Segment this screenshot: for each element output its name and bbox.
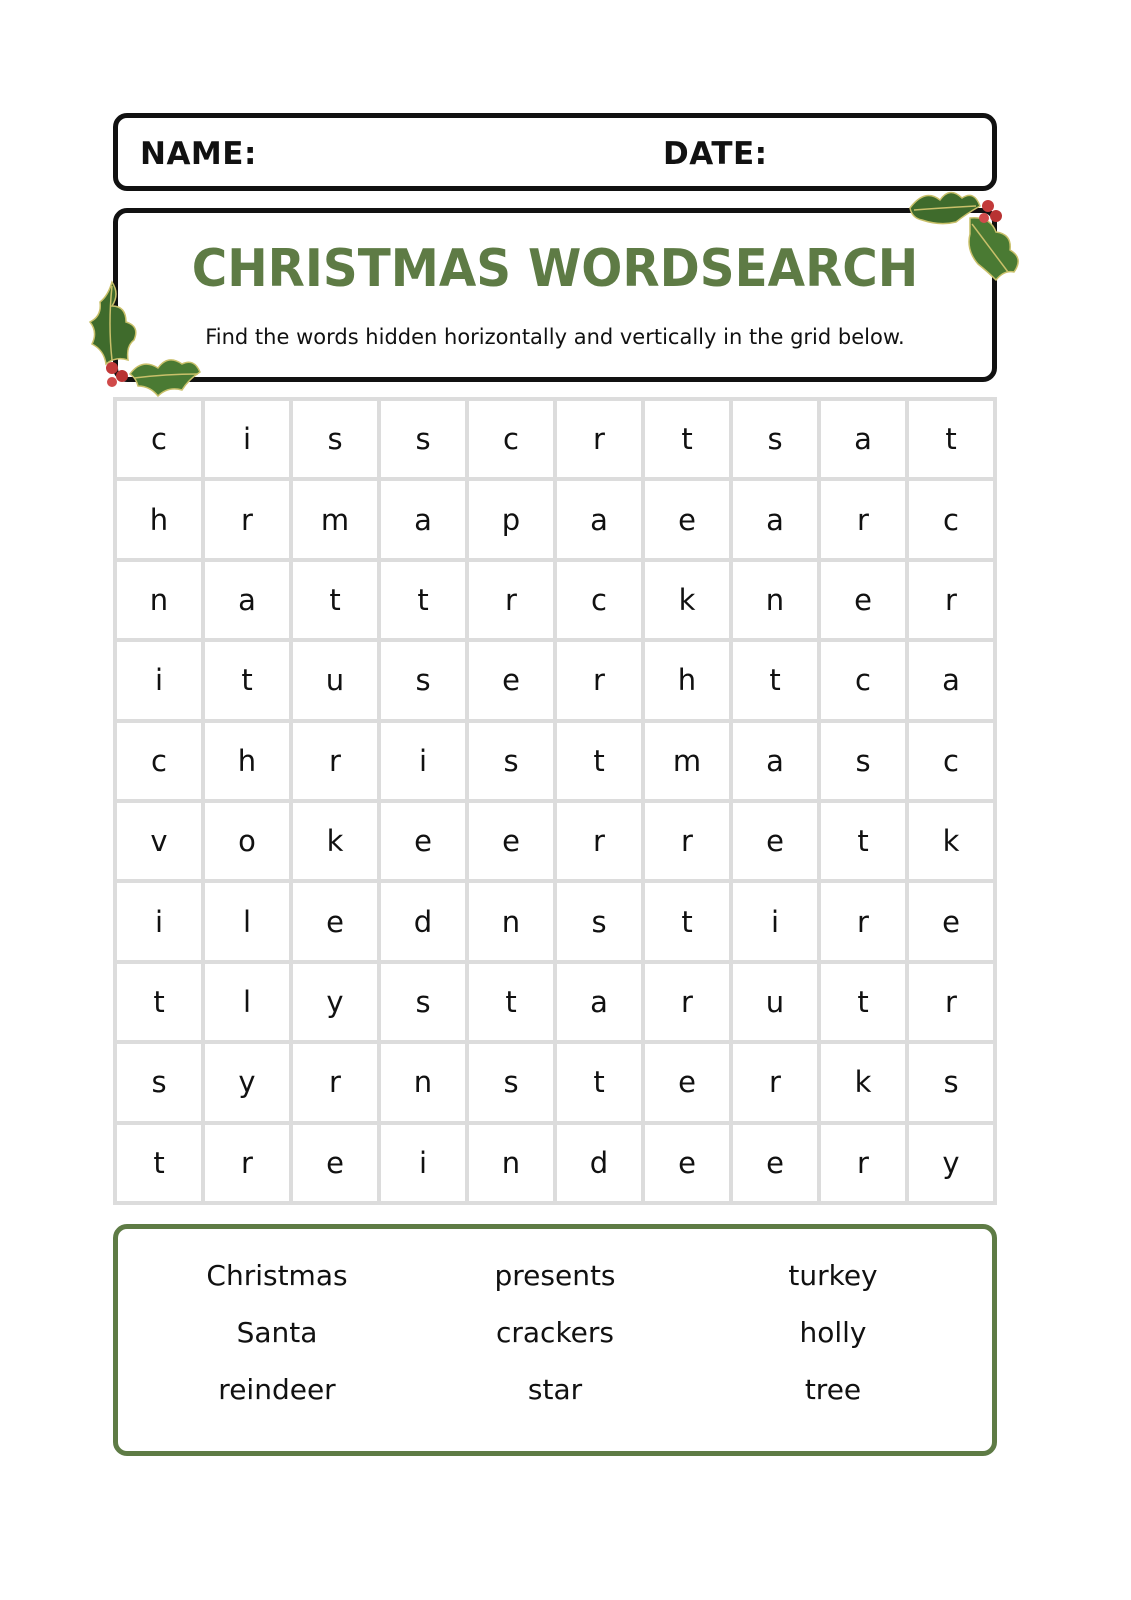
grid-cell: i <box>733 883 817 959</box>
grid-cell: e <box>733 1125 817 1201</box>
title-box <box>113 208 997 382</box>
grid-cell: s <box>469 723 553 799</box>
grid-cell: t <box>821 964 905 1040</box>
grid-cell: s <box>909 1044 993 1120</box>
grid-cell: k <box>645 562 729 638</box>
grid-cell: k <box>909 803 993 879</box>
grid-cell: s <box>381 964 465 1040</box>
grid-cell: t <box>381 562 465 638</box>
word-list-item: crackers <box>495 1316 614 1349</box>
grid-cell: a <box>557 964 641 1040</box>
grid-cell: c <box>117 723 201 799</box>
grid-cell: h <box>645 642 729 718</box>
grid-cell: k <box>293 803 377 879</box>
grid-cell: a <box>557 481 641 557</box>
grid-cell: t <box>205 642 289 718</box>
grid-cell: s <box>821 723 905 799</box>
grid-cell: s <box>381 642 465 718</box>
grid-cell: n <box>117 562 201 638</box>
word-list-item: reindeer <box>218 1373 336 1406</box>
grid-cell: e <box>293 883 377 959</box>
grid-cell: r <box>645 803 729 879</box>
word-list-item: presents <box>494 1259 616 1292</box>
grid-cell: l <box>205 964 289 1040</box>
grid-cell: y <box>293 964 377 1040</box>
grid-cell: t <box>117 964 201 1040</box>
grid-cell: s <box>733 401 817 477</box>
grid-cell: e <box>381 803 465 879</box>
grid-cell: a <box>205 562 289 638</box>
grid-cell: t <box>469 964 553 1040</box>
grid-cell: r <box>909 964 993 1040</box>
grid-cell: e <box>821 562 905 638</box>
grid-cell: u <box>293 642 377 718</box>
grid-cell: n <box>733 562 817 638</box>
grid-cell: c <box>821 642 905 718</box>
word-list-item: Christmas <box>206 1259 348 1292</box>
grid-cell: m <box>645 723 729 799</box>
grid-cell: d <box>557 1125 641 1201</box>
grid-cell: h <box>205 723 289 799</box>
grid-cell: r <box>293 1044 377 1120</box>
word-list-item: star <box>527 1373 583 1406</box>
word-list-item: holly <box>799 1316 867 1349</box>
name-label: NAME: <box>140 136 257 172</box>
grid-cell: p <box>469 481 553 557</box>
grid-cell: i <box>205 401 289 477</box>
grid-cell: m <box>293 481 377 557</box>
grid-cell: r <box>469 562 553 638</box>
grid-cell: l <box>205 883 289 959</box>
grid-cell: r <box>821 481 905 557</box>
name-date-bar <box>113 113 997 191</box>
grid-cell: u <box>733 964 817 1040</box>
page-title: CHRISTMAS WORDSEARCH <box>191 239 919 299</box>
grid-cell: t <box>557 1044 641 1120</box>
grid-cell: a <box>909 642 993 718</box>
grid-cell: d <box>381 883 465 959</box>
grid-cell: n <box>469 883 553 959</box>
grid-cell: r <box>821 1125 905 1201</box>
grid-cell: r <box>645 964 729 1040</box>
grid-cell: a <box>381 481 465 557</box>
grid-cell: t <box>909 401 993 477</box>
grid-cell: r <box>557 401 641 477</box>
grid-cell: s <box>557 883 641 959</box>
grid-cell: n <box>381 1044 465 1120</box>
grid-cell: i <box>117 883 201 959</box>
grid-cell: e <box>469 803 553 879</box>
date-label: DATE: <box>663 136 768 172</box>
instructions-text: Find the words hidden horizontally and vertically in the grid below. <box>205 325 905 349</box>
grid-cell: i <box>117 642 201 718</box>
grid-cell: s <box>117 1044 201 1120</box>
grid-cell: y <box>909 1125 993 1201</box>
grid-cell: c <box>557 562 641 638</box>
grid-cell: r <box>821 883 905 959</box>
grid-cell: h <box>117 481 201 557</box>
grid-cell: s <box>293 401 377 477</box>
grid-cell: t <box>293 562 377 638</box>
grid-cell: r <box>557 642 641 718</box>
word-list-box <box>113 1224 997 1456</box>
grid-cell: r <box>557 803 641 879</box>
grid-cell: e <box>733 803 817 879</box>
grid-cell: t <box>821 803 905 879</box>
grid-cell: e <box>469 642 553 718</box>
grid-cell: e <box>909 883 993 959</box>
grid-cell: n <box>469 1125 553 1201</box>
grid-cell: t <box>733 642 817 718</box>
grid-cell: t <box>117 1125 201 1201</box>
grid-cell: c <box>117 401 201 477</box>
grid-cell: c <box>909 481 993 557</box>
holly-icon <box>82 276 212 406</box>
grid-cell: k <box>821 1044 905 1120</box>
grid-cell: e <box>293 1125 377 1201</box>
grid-cell: s <box>381 401 465 477</box>
grid-cell: a <box>821 401 905 477</box>
grid-cell: y <box>205 1044 289 1120</box>
grid-cell: i <box>381 1125 465 1201</box>
grid-cell: t <box>557 723 641 799</box>
grid-cell: r <box>205 1125 289 1201</box>
grid-cell: e <box>645 1125 729 1201</box>
letter-grid <box>113 397 997 1205</box>
holly-icon <box>900 178 1030 308</box>
word-list-item: tree <box>804 1373 862 1406</box>
grid-cell: c <box>909 723 993 799</box>
grid-cell: t <box>645 883 729 959</box>
word-list-item: turkey <box>788 1259 878 1292</box>
grid-cell: a <box>733 481 817 557</box>
grid-cell: o <box>205 803 289 879</box>
grid-cell: e <box>645 1044 729 1120</box>
word-list <box>138 1259 972 1430</box>
grid-cell: r <box>733 1044 817 1120</box>
word-list-item: Santa <box>236 1316 318 1349</box>
grid-cell: r <box>293 723 377 799</box>
grid-cell: a <box>733 723 817 799</box>
grid-cell: c <box>469 401 553 477</box>
grid-cell: i <box>381 723 465 799</box>
grid-cell: v <box>117 803 201 879</box>
grid-cell: t <box>645 401 729 477</box>
grid-cell: r <box>909 562 993 638</box>
grid-cell: e <box>645 481 729 557</box>
grid-cell: s <box>469 1044 553 1120</box>
grid-cell: r <box>205 481 289 557</box>
